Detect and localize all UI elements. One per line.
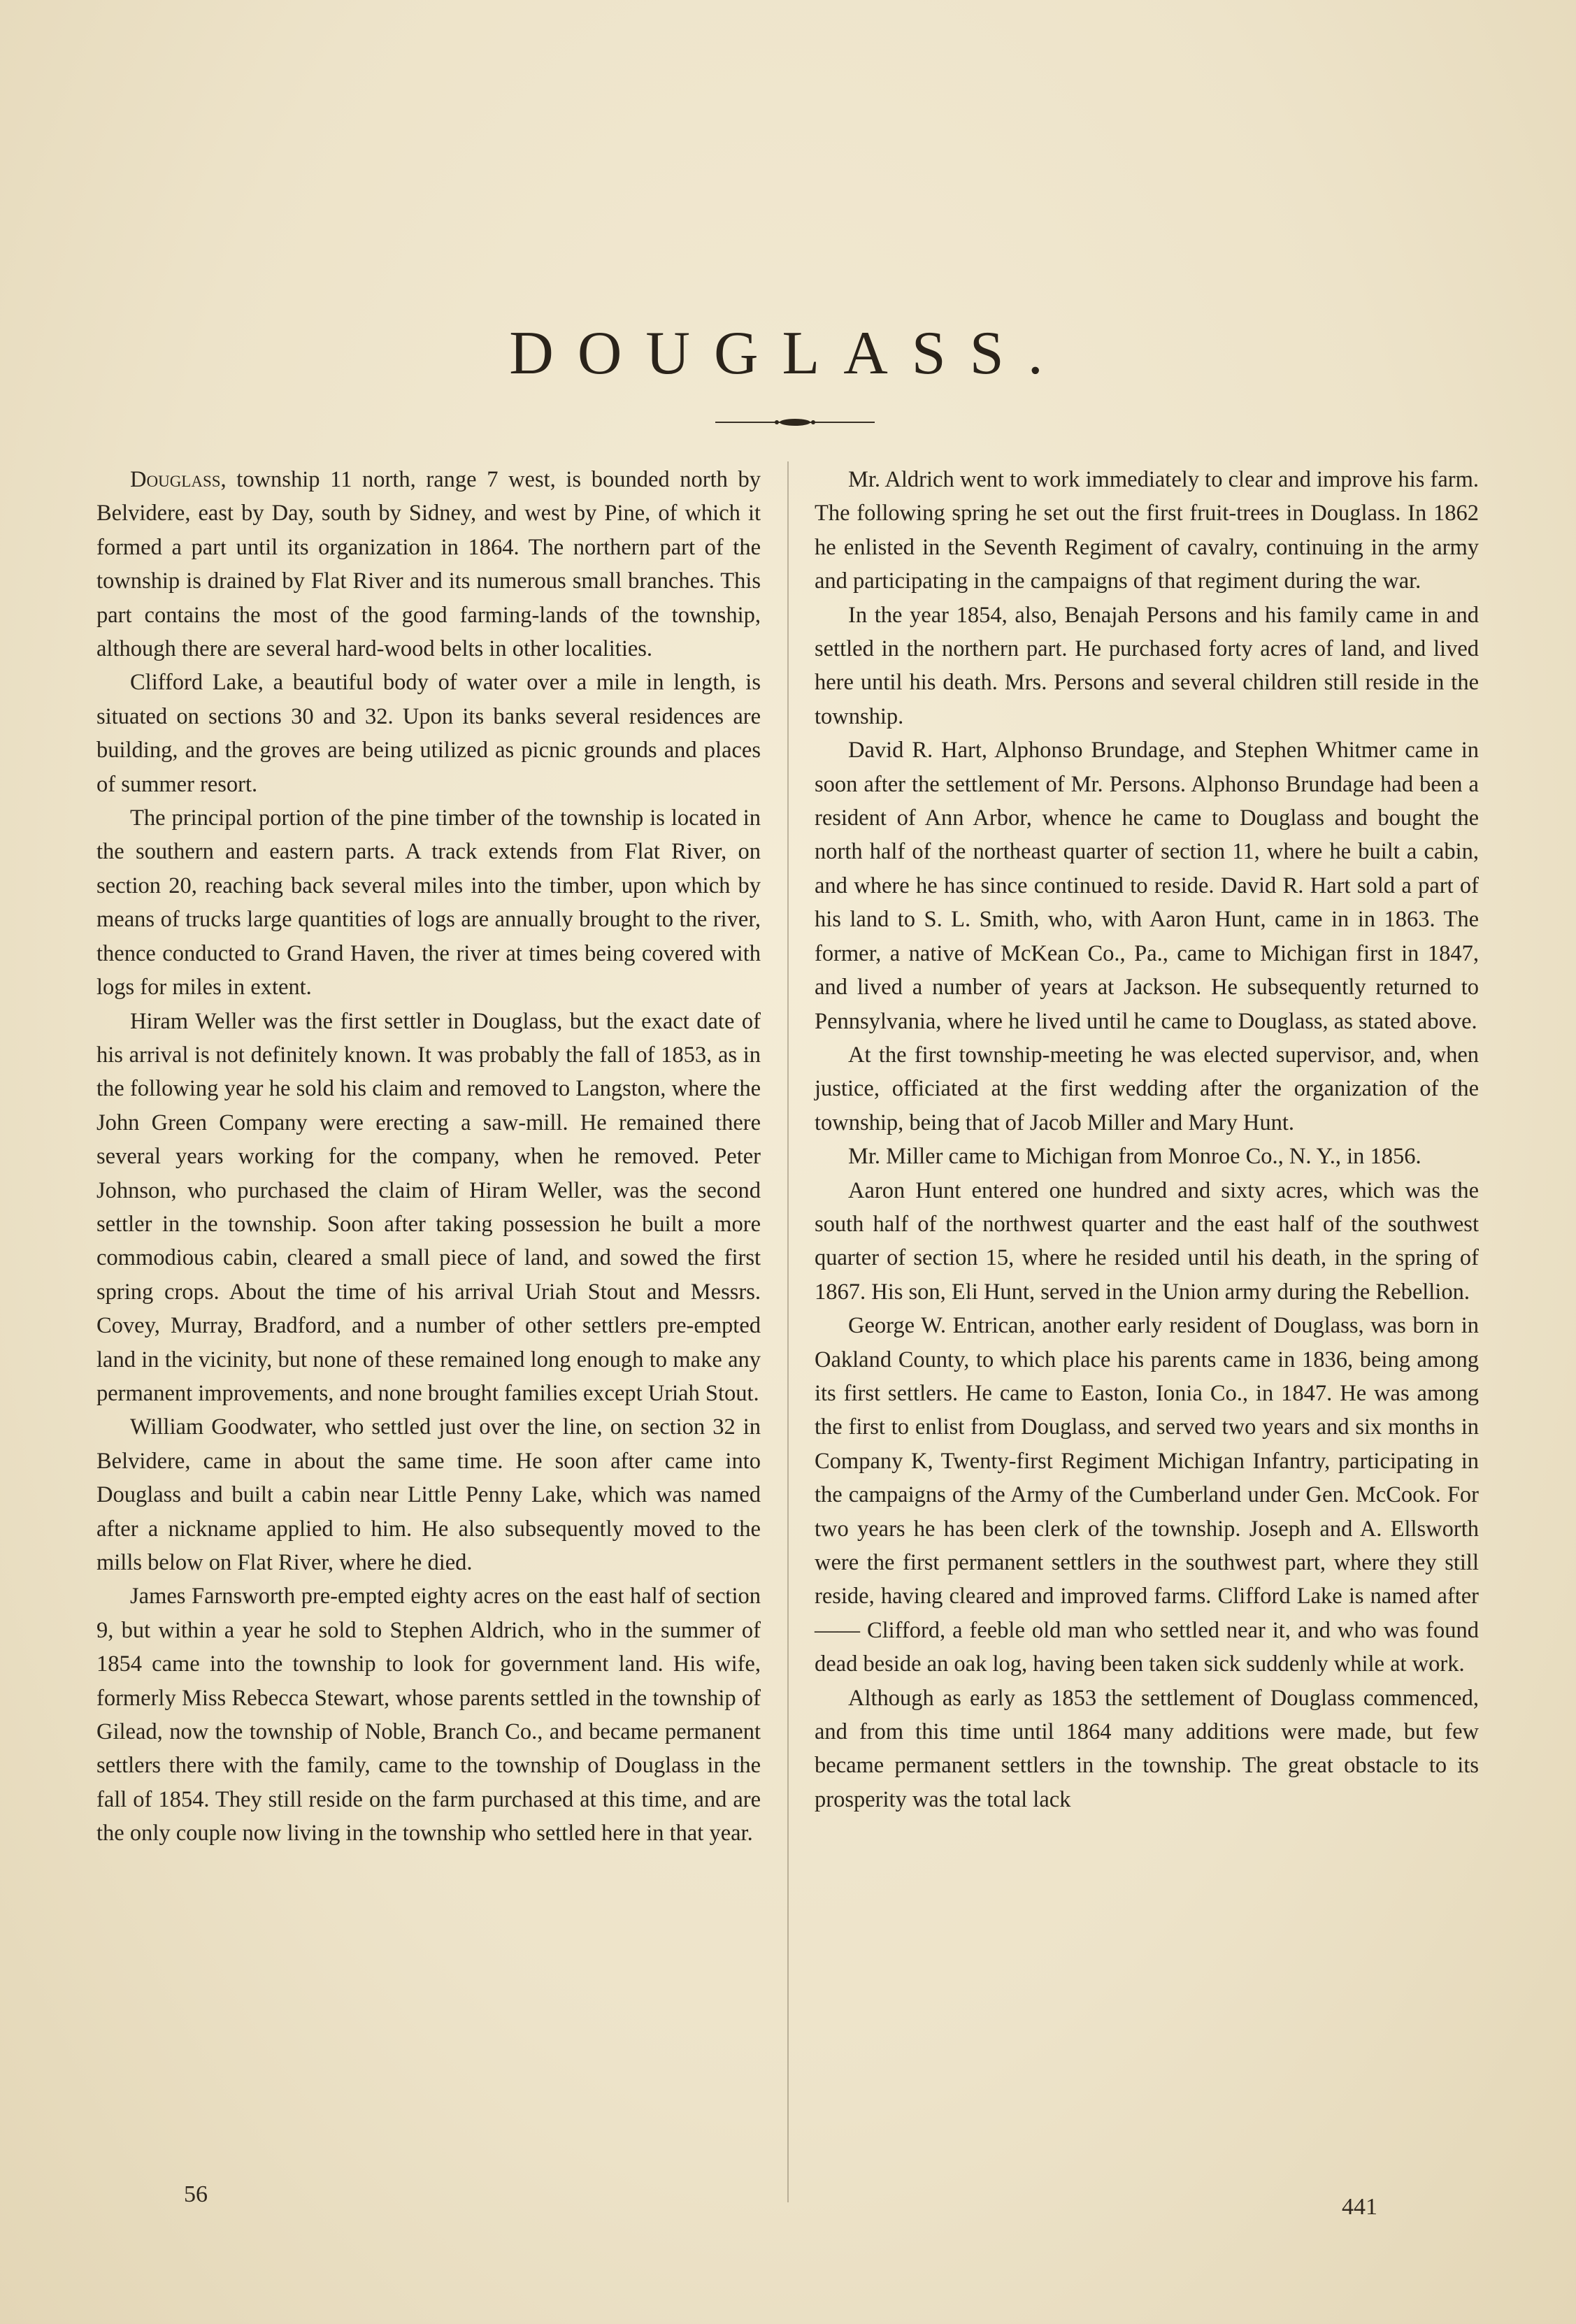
paragraph: In the year 1854, also, Benajah Persons and his family came in and settled in the northern part. He purchased forty acres of land, and lived here until his death. Mrs. Persons and several children still reside in the township.	[815, 602, 1479, 729]
column-divider-rule	[787, 461, 789, 2202]
paragraph: At the first township-meeting he was elected supervisor, and, when justice, officiated at the first wedding after the organization of the township, being that of Jacob Miller and Mary Hunt.	[815, 1042, 1479, 1135]
paragraph: Mr. Aldrich went to work immediately to clear and improve his farm. The following spring he set out the first fruit-trees in Douglass. In 1862 he enlisted in the Seventh Regiment of cavalry, continuing in the army and participating in the campaigns of that regiment during the war.	[815, 467, 1479, 594]
paragraph: Mr. Miller came to Michigan from Monroe Co., N. Y., in 1856.	[848, 1144, 1421, 1170]
lead-word: Douglass	[130, 467, 221, 492]
paragraph: Clifford Lake, a beautiful body of water over a mile in length, is situated on sections 30 and 32. Upon its banks several residences are building, and the groves are being utilized as picnic grounds and places of summer resort.	[96, 670, 761, 797]
right-text-column	[815, 463, 1479, 1816]
paragraph: Douglass, township 11 north, range 7 west, is bounded north by Belvidere, east by Day, south by Sidney, and west by Pine, of which it formed a part until its organization in 1864. The northern part of the township is drained by Flat River and its numerous small branches. This part contains the most of the good farming-lands of the township, although there are several hard-wood belts in other localities.	[96, 467, 761, 662]
page-number-right: 441	[1342, 2194, 1377, 2220]
paragraph: Although as early as 1853 the settlement of Douglass commenced, and from this time until 1864 many additions were made, but few became permanent settlers in the township. The great obstacle to its prosperity was the total lack	[815, 1685, 1479, 1812]
page-title: DOUGLASS.	[509, 320, 1067, 387]
page-number-left: 56	[184, 2181, 208, 2207]
paragraph: Aaron Hunt entered one hundred and sixty acres, which was the south half of the northwest quarter and the east half of the southwest quarter of section 15, where he resided until his death, in the spring of 1867. His son, Eli Hunt, served in the Union army during the Rebellion.	[815, 1177, 1479, 1305]
paragraph: David R. Hart, Alphonso Brundage, and Stephen Whitmer came in soon after the settlement of Mr. Persons. Alphonso Brundage had been a resident of Ann Arbor, whence he came to Douglass and bought the north half of the northeast quarter of section 11, where he built a cabin, and where he has since continued to reside. David R. Hart sold a part of his land to S. L. Smith, who, with Aaron Hunt, came in in 1863. The former, a native of McKean Co., Pa., came to Michigan first in 1847, and lived a number of years at Jackson. He subsequently returned to Pennsylvania, where he lived until he came to Douglass, as stated above.	[815, 738, 1479, 1034]
paragraph: George W. Entrican, another early resident of Douglass, was born in Oakland County, to which place his parents came in 1836, being among its first settlers. He came to Easton, Ionia Co., in 1847. He was among the first to enlist from Douglass, and served two years and six months in Company K, Twenty-first Regiment Michigan Infantry, participating in the campaigns of the Army of the Cumberland under Gen. McCook. For two years he has been clerk of the township. Joseph and A. Ellsworth were the first permanent settlers in the southwest part, where they still reside, having cleared and improved farms. Clifford Lake is named after —— Clifford, a feeble old man who settled near it, and who was found dead beside an oak log, having been taken sick suddenly while at work.	[815, 1313, 1479, 1677]
paragraph: The principal portion of the pine timber of the township is located in the southern and eastern parts. A track extends from Flat River, on section 20, reaching back several miles into the timber, upon which by means of trucks large quantities of logs are annually brought to the river, thence conducted to Grand Haven, the river at times being covered with logs for miles in extent.	[96, 805, 761, 1000]
left-text-column	[96, 463, 761, 1851]
paragraph: Hiram Weller was the first settler in Douglass, but the exact date of his arrival is not definitely known. It was probably the fall of 1853, as in the following year he sold his claim and removed to Langston, where the John Green Company were erecting a saw-mill. He remained there several years working for the company, when he removed. Peter Johnson, who purchased the claim of Hiram Weller, was the second settler in the township. Soon after taking possession he built a more commodious cabin, cleared a small piece of land, and sowed the first spring crops. About the time of his arrival Uriah Stout and Messrs. Covey, Murray, Bradford, and a number of other settlers pre-empted land in the vicinity, but none of these remained long enough to make any permanent improvements, and none brought families except Uriah Stout.	[96, 1008, 761, 1406]
paragraph: James Farnsworth pre-empted eighty acres on the east half of section 9, but within a year he sold to Stephen Aldrich, who in the summer of 1854 came into the township to look for government land. His wife, formerly Miss Rebecca Stewart, whose parents settled in the township of Gilead, now the township of Noble, Branch Co., and became permanent settlers there with the family, came to the township of Douglass in the fall of 1854. They still reside on the farm purchased at this time, and are the only couple now living in the township who settled here in that year.	[96, 1584, 761, 1846]
title-ornament-divider	[711, 414, 879, 431]
paragraph: William Goodwater, who settled just over the line, on section 32 in Belvidere, came in about the same time. He soon after came into Douglass and built a cabin near Little Penny Lake, which was named after a nickname applied to him. He also subsequently moved to the mills below on Flat River, where he died.	[96, 1414, 761, 1575]
